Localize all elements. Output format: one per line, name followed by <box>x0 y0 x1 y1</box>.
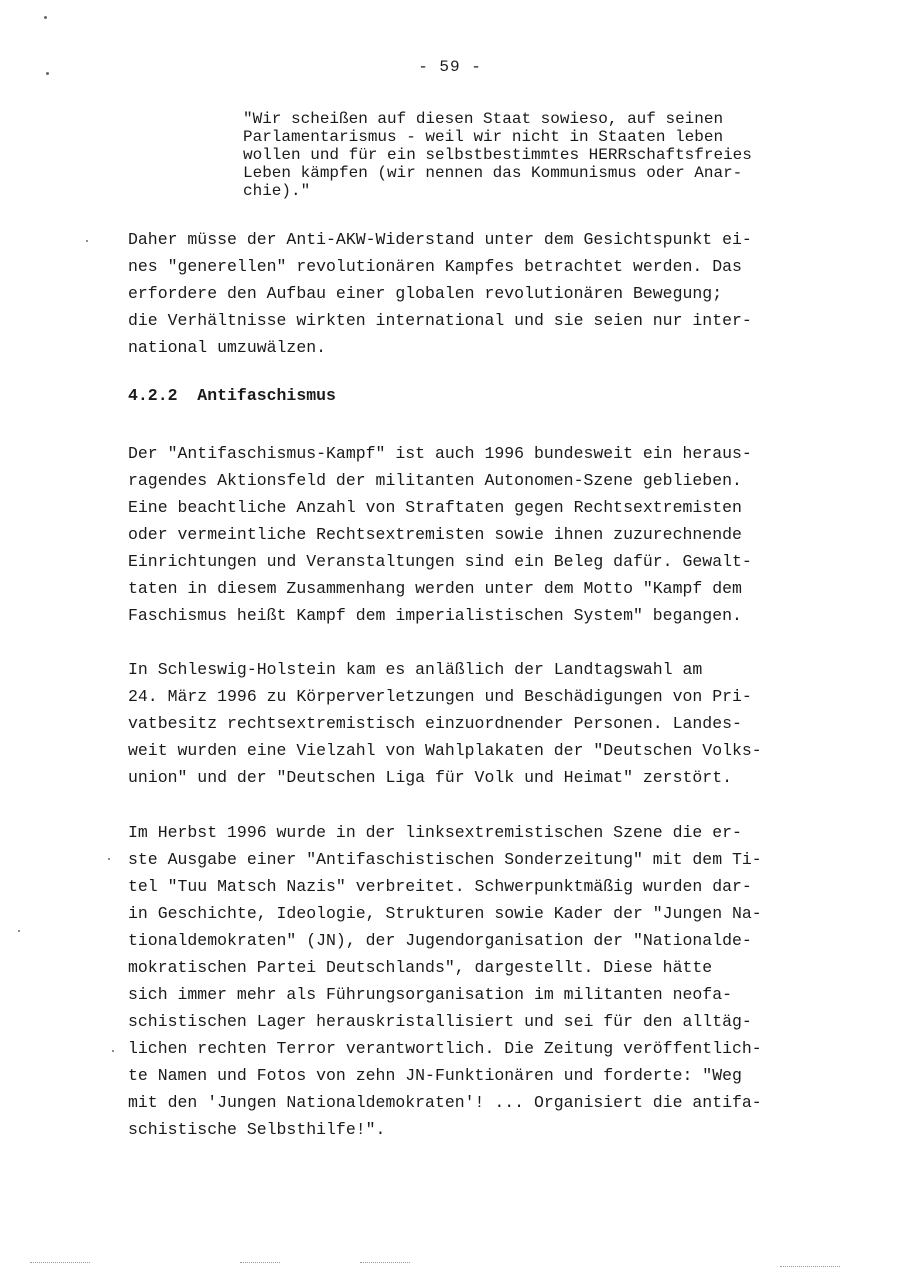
text-line: mit den 'Jungen Nationaldemokraten'! ... Organisiert die antifa- <box>128 1093 762 1112</box>
text-line: in Geschichte, Ideologie, Strukturen sowie Kader der "Jungen Na- <box>128 904 762 923</box>
scan-speck <box>46 72 49 75</box>
scan-speck <box>112 1050 114 1052</box>
text-line: schistischen Lager herauskristallisiert und sei für den alltäg- <box>128 1012 752 1031</box>
scan-mark <box>360 1262 410 1264</box>
text-line: Im Herbst 1996 wurde in der linksextremistischen Szene die er- <box>128 823 742 842</box>
text-line: vatbesitz rechtsextremistisch einzuordnender Personen. Landes- <box>128 714 742 733</box>
text-line: mokratischen Partei Deutschlands", dargestellt. Diese hätte <box>128 958 713 977</box>
text-line: taten in diesem Zusammenhang werden unter dem Motto "Kampf dem <box>128 579 742 598</box>
text-line: union" und der "Deutschen Liga für Volk und Heimat" zerstört. <box>128 768 732 787</box>
text-line: In Schleswig-Holstein kam es anläßlich der Landtagswahl am <box>128 660 703 679</box>
quote-line: Parlamentarismus - weil wir nicht in Staaten leben <box>243 128 724 146</box>
text-line: tionaldemokraten" (JN), der Jugendorganisation der "Nationalde- <box>128 931 752 950</box>
scan-mark <box>30 1262 90 1264</box>
text-line: weit wurden eine Vielzahl von Wahlplakaten der "Deutschen Volks- <box>128 741 762 760</box>
scan-mark <box>780 1266 840 1268</box>
text-line: tel "Tuu Matsch Nazis" verbreitet. Schwerpunktmäßig wurden dar- <box>128 877 752 896</box>
text-line: ragendes Aktionsfeld der militanten Autonomen-Szene geblieben. <box>128 471 742 490</box>
scan-mark <box>240 1262 280 1264</box>
scan-speck <box>18 930 20 932</box>
text-line: te Namen und Fotos von zehn JN-Funktionären und forderte: "Weg <box>128 1066 742 1085</box>
text-line: ste Ausgabe einer "Antifaschistischen Sonderzeitung" mit dem Ti- <box>128 850 762 869</box>
text-line: Daher müsse der Anti-AKW-Widerstand unter dem Gesichtspunkt ei- <box>128 230 752 249</box>
text-line: oder vermeintliche Rechtsextremisten sowie ihnen zuzurechnende <box>128 525 742 544</box>
scan-speck <box>86 240 88 242</box>
text-line: erfordere den Aufbau einer globalen revolutionären Bewegung; <box>128 284 723 303</box>
paragraph-antifaschismus-kampf <box>128 440 848 629</box>
scan-speck <box>44 16 47 19</box>
text-line: Der "Antifaschismus-Kampf" ist auch 1996 bundesweit ein heraus- <box>128 444 752 463</box>
block-quote <box>243 110 843 200</box>
text-line: die Verhältnisse wirkten international und sie seien nur inter- <box>128 311 752 330</box>
quote-line: chie)." <box>243 182 311 200</box>
text-line: Faschismus heißt Kampf dem imperialistischen System" begangen. <box>128 606 742 625</box>
text-line: Einrichtungen und Veranstaltungen sind ein Beleg dafür. Gewalt- <box>128 552 752 571</box>
scan-speck <box>108 858 110 860</box>
quote-line: "Wir scheißen auf diesen Staat sowieso, auf seinen <box>243 110 724 128</box>
page-number: - 59 - <box>418 58 482 76</box>
text-line: Eine beachtliche Anzahl von Straftaten gegen Rechtsextremisten <box>128 498 742 517</box>
text-line: sich immer mehr als Führungsorganisation im militanten neofa- <box>128 985 732 1004</box>
section-heading: 4.2.2 Antifaschismus <box>128 386 336 405</box>
text-line: nes "generellen" revolutionären Kampfes betrachtet werden. Das <box>128 257 742 276</box>
quote-line: wollen und für ein selbstbestimmtes HERRschaftsfreies <box>243 146 752 164</box>
paragraph-schleswig-holstein <box>128 656 848 791</box>
text-line: 24. März 1996 zu Körperverletzungen und Beschädigungen von Pri- <box>128 687 752 706</box>
paragraph-anti-akw <box>128 226 848 361</box>
text-line: schistische Selbsthilfe!". <box>128 1120 386 1139</box>
paragraph-sonderzeitung <box>128 819 848 1143</box>
quote-line: Leben kämpfen (wir nennen das Kommunismus oder Anar- <box>243 164 743 182</box>
text-line: lichen rechten Terror verantwortlich. Die Zeitung veröffentlich- <box>128 1039 762 1058</box>
text-line: national umzuwälzen. <box>128 338 327 357</box>
